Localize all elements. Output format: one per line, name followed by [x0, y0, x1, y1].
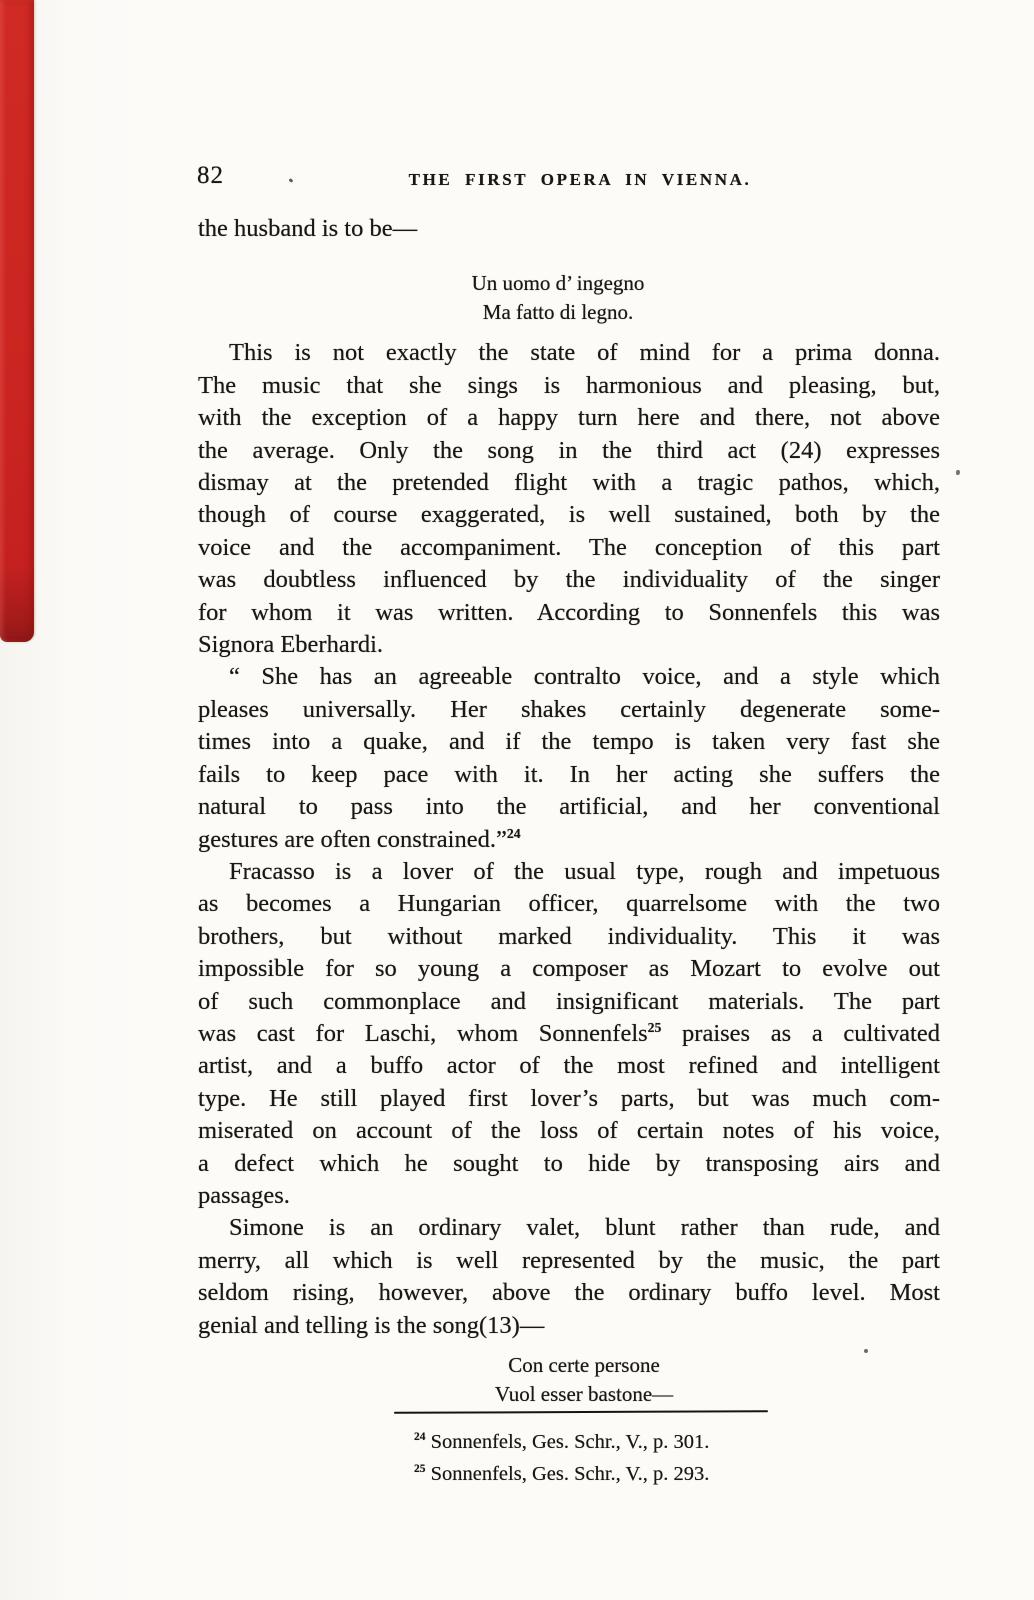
body-line: gestures are often constrained.”$^{24}$	[198, 825, 521, 853]
running-title: THE FIRST OPERA IN VIENNA.	[408, 170, 752, 189]
body-line: This is not exactly the state of mind for a prima donna.	[229, 339, 940, 367]
body-line: miserated on account of the loss of certain notes of his voice,	[198, 1117, 940, 1145]
body-line: was doubtless influenced by the individuality of the singer	[198, 566, 940, 594]
body-line: fails to keep pace with it. In her acting she suffers the	[198, 760, 940, 788]
body-line: type. He still played first lover’s parts, but was much com-	[198, 1084, 940, 1112]
body-line: pleases universally. Her shakes certainly degenerate some-	[198, 695, 940, 723]
footnote-rule	[394, 1410, 768, 1414]
verse-line: Vuol esser bastone—	[494, 1381, 674, 1406]
body-line: The music that she sings is harmonious and pleasing, but,	[198, 371, 940, 399]
body-line: brothers, but without marked individuality. This it was	[198, 922, 940, 950]
footnote-text: Sonnenfels, Ges. Schr., V., p. 293.	[430, 1462, 710, 1485]
body-line: though of course exaggerated, is well sustained, both by the	[198, 501, 940, 529]
body-line: as becomes a Hungarian officer, quarrelsome with the two	[198, 890, 940, 918]
body-line: Fracasso is a lover of the usual type, rough and impetuous	[229, 857, 940, 885]
body-line: merry, all which is well represented by the music, the part	[198, 1246, 940, 1274]
body-line: seldom rising, however, above the ordinary buffo level. Most	[198, 1279, 940, 1307]
body-line: “ She has an agreeable contralto voice, and a style which	[229, 663, 940, 691]
body-line: with the exception of a happy turn here and there, not above	[198, 404, 940, 432]
red-bookmark-ribbon	[0, 0, 34, 642]
footnotes	[414, 1427, 709, 1490]
body-line: artist, and a buffo actor of the most refined and intelligent	[198, 1052, 940, 1080]
footnote-text: Sonnenfels, Ges. Schr., V., p. 301.	[430, 1431, 710, 1453]
body-line: impossible for so young a composer as Mozart to evolve out	[198, 955, 940, 983]
verse-line: Un uomo d’ ingegno	[471, 271, 645, 296]
footnote-marker: 25	[414, 1462, 426, 1475]
body-line: a defect which he sought to hide by transposing airs and	[198, 1149, 940, 1177]
footnote-item	[414, 1459, 709, 1491]
verse-line: Con certe persone	[508, 1353, 660, 1377]
footnote-item	[414, 1427, 709, 1459]
body-line: of such commonplace and insignificant materials. The part	[198, 987, 940, 1015]
scan-speck	[956, 470, 960, 475]
scan-speck	[864, 1349, 868, 1353]
body-line: genial and telling is the song(13)—	[198, 1311, 545, 1339]
verse-line: Ma fatto di legno.	[482, 299, 634, 324]
footnote-ref: 25	[647, 1019, 662, 1035]
body-line: voice and the accompaniment. The conception of this part	[198, 533, 940, 561]
body-line: was cast for Laschi, whom Sonnenfels$^{25}$ praises as a cultivated	[198, 1019, 940, 1047]
body-line: passages.	[198, 1181, 290, 1209]
italian-verse-1	[187, 269, 929, 326]
italian-verse-2	[213, 1351, 955, 1408]
body-paragraphs	[198, 337, 940, 1342]
footnote-marker: 24	[414, 1431, 426, 1444]
body-line: dismay at the pretended flight with a tragic pathos, which,	[198, 469, 940, 497]
body-line: Simone is an ordinary valet, blunt rather than rude, and	[229, 1214, 940, 1242]
page-number: 82	[197, 162, 224, 189]
text-column	[198, 213, 940, 1408]
footnote-ref: 24	[506, 825, 521, 841]
body-line-opening: the husband is to be—	[198, 215, 418, 242]
body-line: for whom it was written. According to Sonnenfels this was	[198, 598, 940, 626]
body-line: times into a quake, and if the tempo is taken very fast she	[198, 728, 940, 756]
scan-speck	[289, 178, 294, 183]
body-line: Signora Eberhardi.	[198, 631, 384, 659]
body-line: the average. Only the song in the third act (24) expresses	[198, 436, 940, 464]
body-line: natural to pass into the artificial, and her conventional	[198, 793, 940, 821]
